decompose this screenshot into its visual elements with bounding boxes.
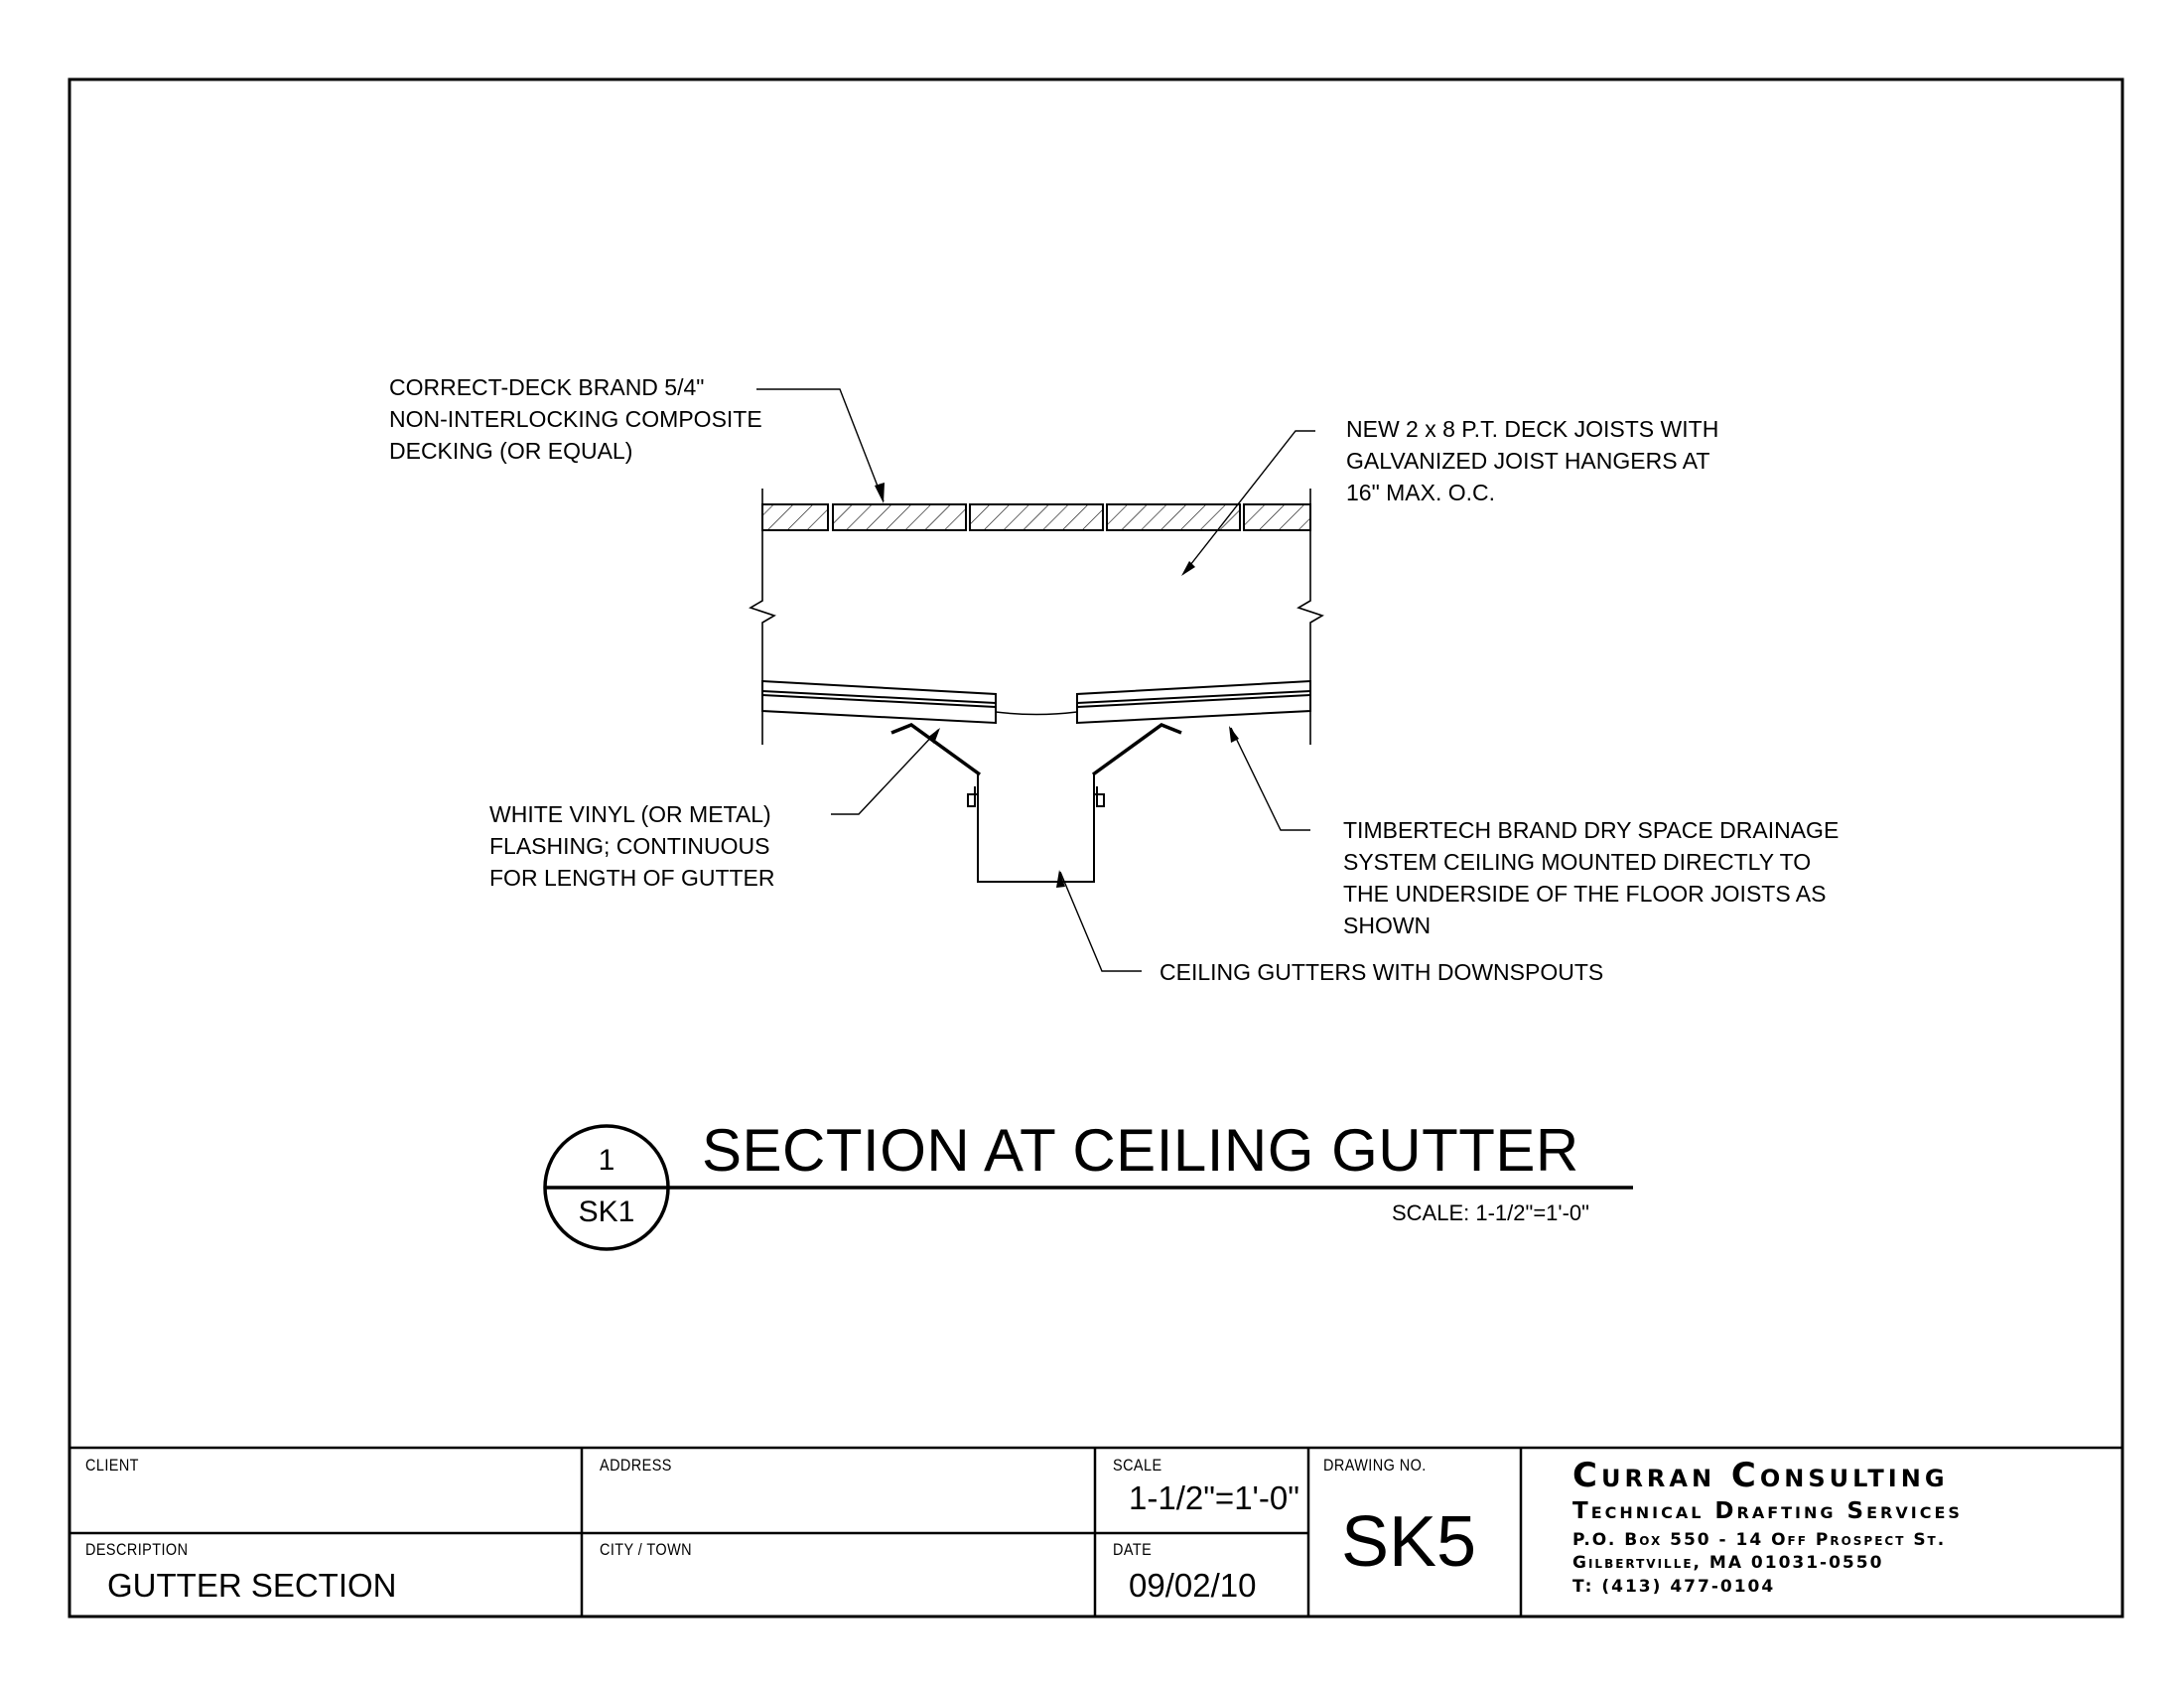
gutter [968, 774, 1104, 882]
leader-arrows [875, 483, 1239, 888]
firm-address-2: Gilbertville, MA 01031-0550 [1572, 1553, 1884, 1573]
note-drainage-line-3: THE UNDERSIDE OF THE FLOOR JOISTS AS [1343, 881, 1827, 907]
note-drainage-line-2: SYSTEM CEILING MOUNTED DIRECTLY TO [1343, 849, 1812, 875]
note-decking-line-3: DECKING (OR EQUAL) [389, 438, 633, 464]
drawing-no-label: DRAWING NO. [1323, 1456, 1427, 1475]
note-joists [1346, 413, 1718, 508]
note-drainage-line-4: SHOWN [1343, 913, 1432, 938]
detail-scale: SCALE: 1-1/2"=1'-0" [1392, 1200, 1589, 1225]
note-joists-line-1: NEW 2 x 8 P.T. DECK JOISTS WITH [1346, 416, 1719, 442]
note-drainage-line-1: TIMBERTECH BRAND DRY SPACE DRAINAGE [1343, 817, 1840, 843]
firm-address-1: P.O. Box 550 - 14 Off Prospect St. [1572, 1530, 1947, 1550]
note-decking-line-1: CORRECT-DECK BRAND 5/4" [389, 374, 705, 400]
note-gutters [1160, 956, 1603, 988]
scale-value: 1-1/2"=1'-0" [1129, 1479, 1299, 1516]
ceiling-panels [762, 681, 1310, 723]
detail-sheet-ref: SK1 [578, 1196, 635, 1228]
city-label: CITY / TOWN [600, 1540, 692, 1559]
note-gutters-line: CEILING GUTTERS WITH DOWNSPOUTS [1160, 959, 1604, 985]
firm-name: Curran Consulting [1572, 1456, 1949, 1495]
note-joists-line-3: 16" MAX. O.C. [1346, 480, 1496, 505]
note-flashing-line-1: WHITE VINYL (OR METAL) [489, 801, 771, 827]
note-flashing [489, 798, 775, 894]
date-label: DATE [1113, 1540, 1153, 1559]
client-label: CLIENT [85, 1456, 139, 1475]
description-label: DESCRIPTION [85, 1540, 189, 1559]
note-flashing-line-3: FOR LENGTH OF GUTTER [489, 865, 775, 891]
note-flashing-line-2: FLASHING; CONTINUOUS [489, 833, 770, 859]
note-decking-line-2: NON-INTERLOCKING COMPOSITE [389, 406, 762, 432]
address-label: ADDRESS [600, 1456, 672, 1475]
date-value: 09/02/10 [1129, 1567, 1257, 1604]
scale-label: SCALE [1113, 1456, 1162, 1475]
note-joists-line-2: GALVANIZED JOIST HANGERS AT [1346, 448, 1710, 474]
leaders [756, 389, 1315, 971]
description-value: GUTTER SECTION [107, 1567, 397, 1604]
detail-title: SECTION AT CEILING GUTTER [702, 1117, 1579, 1184]
note-decking [389, 371, 762, 467]
note-drainage [1343, 814, 1839, 941]
detail-number: 1 [598, 1144, 615, 1177]
firm-tagline: Technical Drafting Services [1572, 1498, 1963, 1524]
drawing-no-value: SK5 [1341, 1502, 1477, 1582]
firm-phone: T: (413) 477-0104 [1572, 1577, 1776, 1597]
